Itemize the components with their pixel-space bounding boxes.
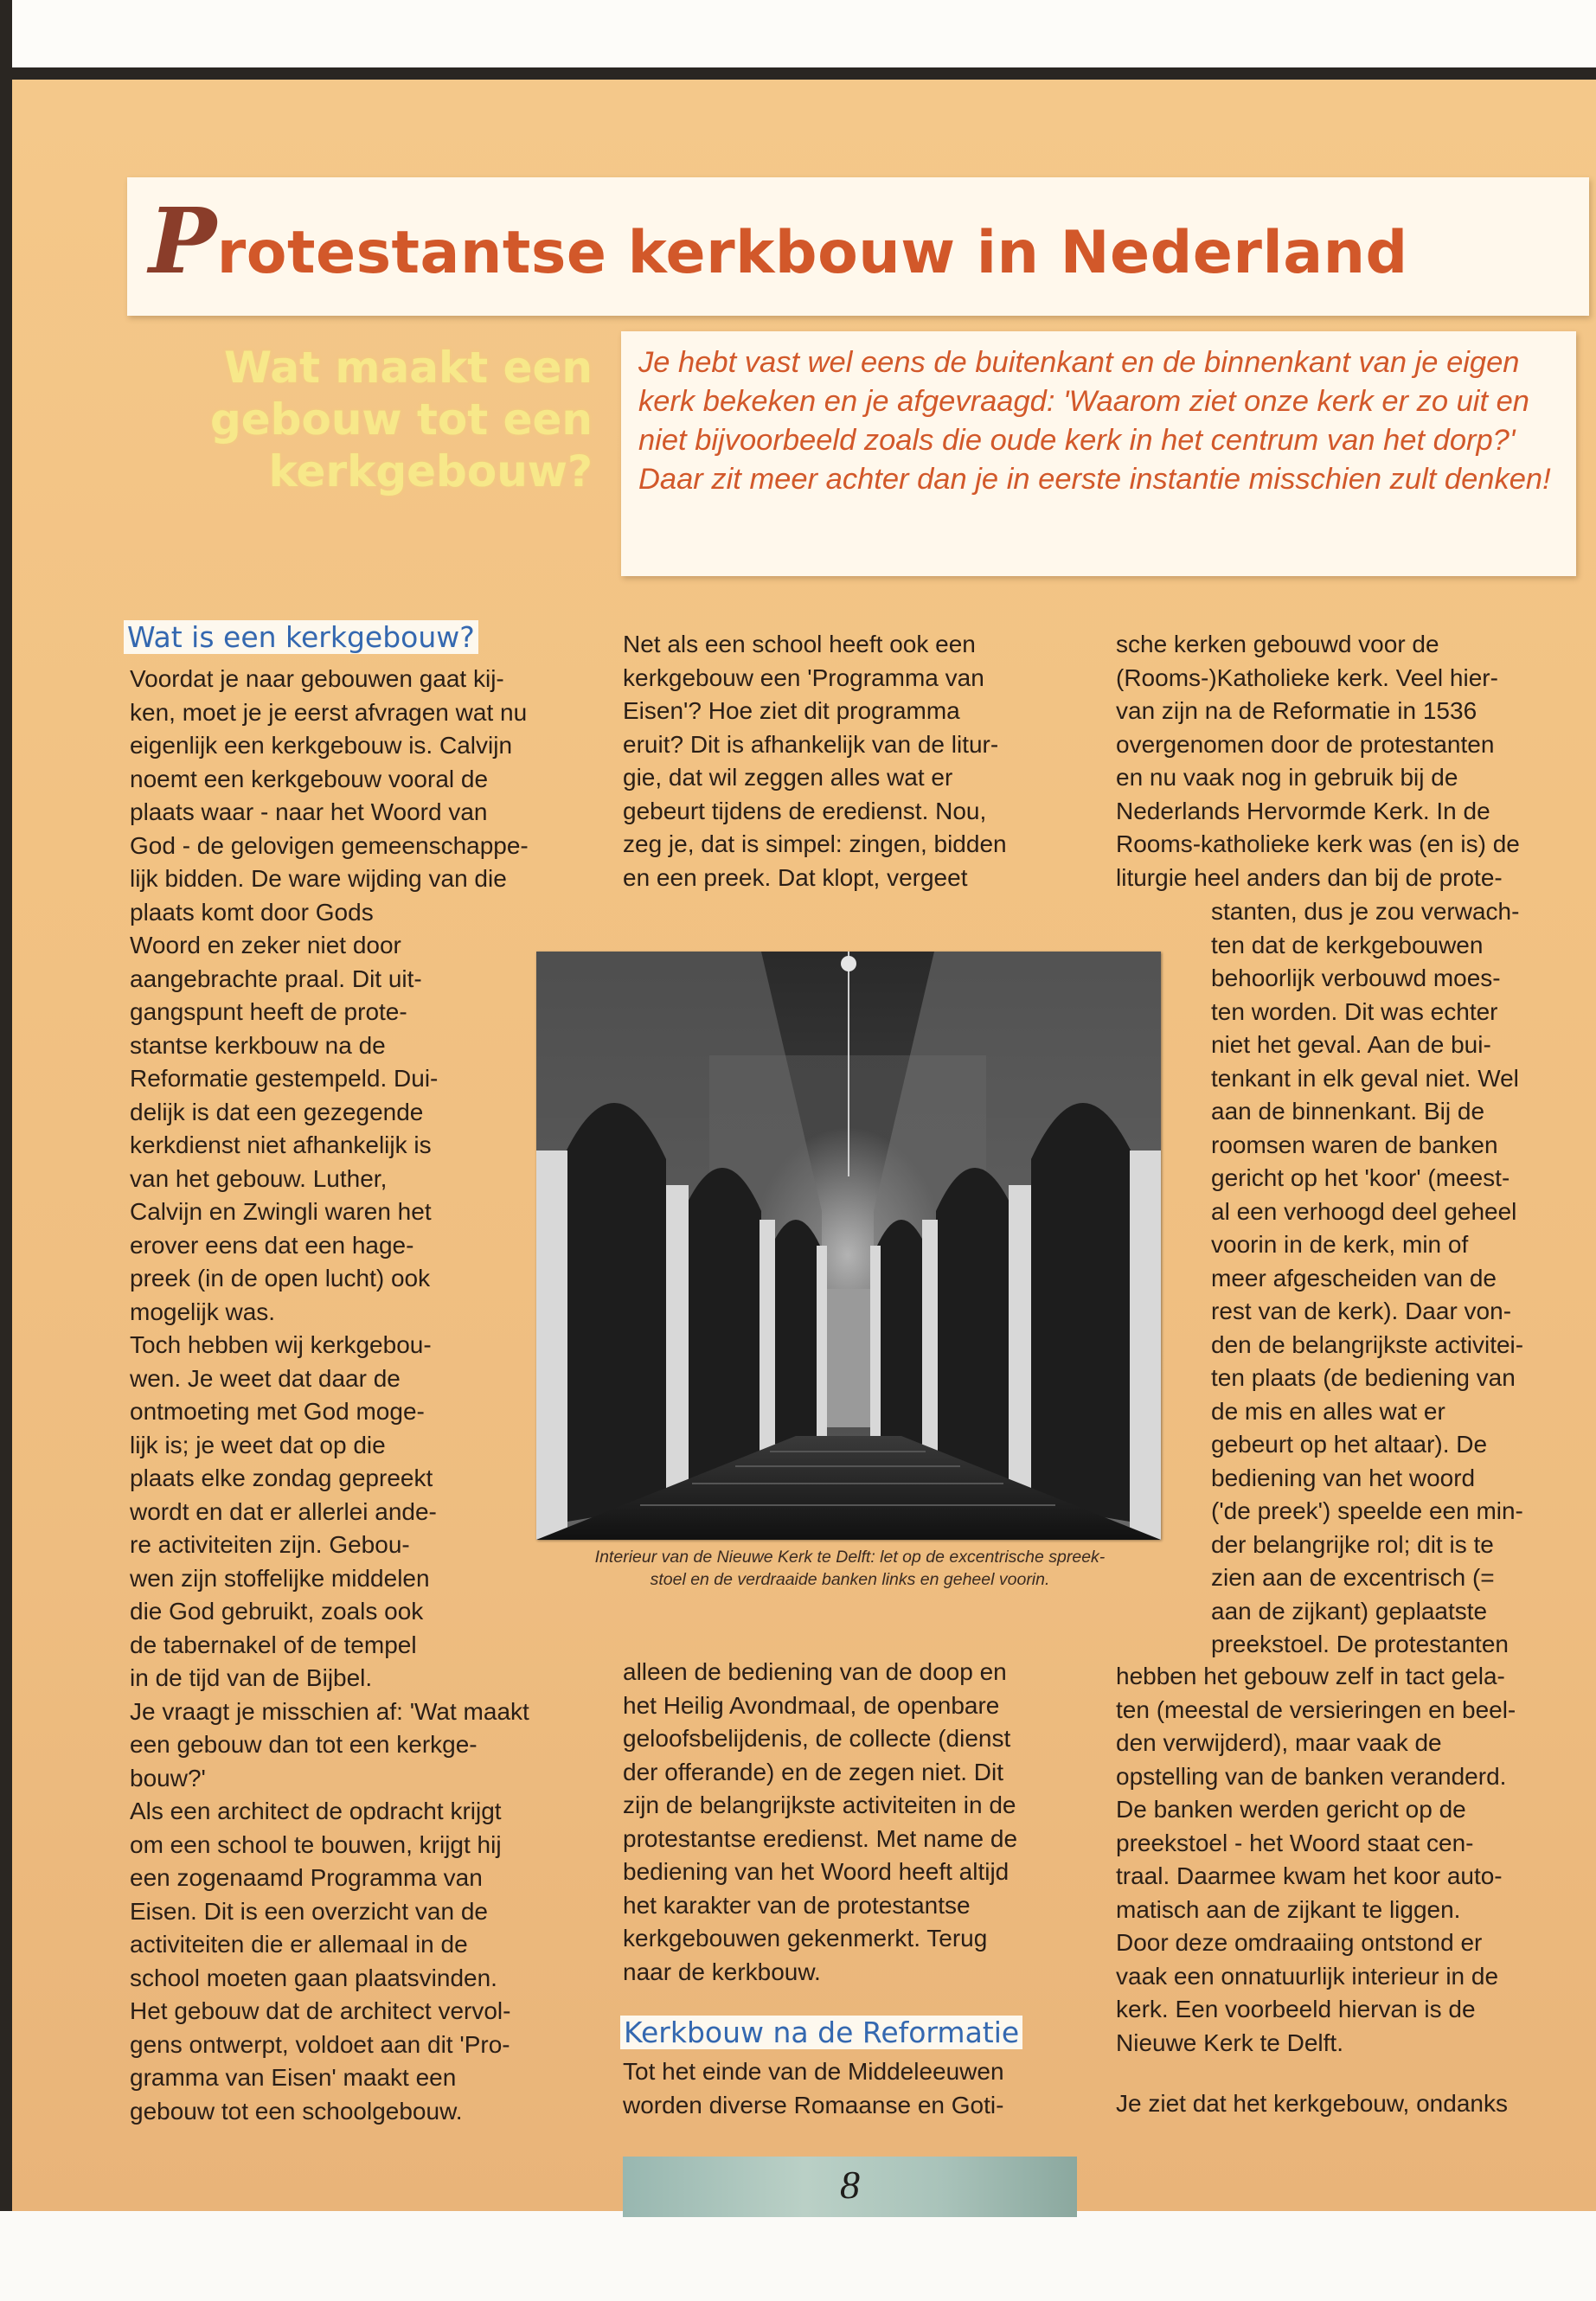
page-number: 8 bbox=[840, 2163, 860, 2207]
text-line: stantse kerkbouw na de bbox=[130, 1031, 386, 1059]
text-line: school moeten gaan plaatsvinden. bbox=[130, 1964, 497, 1991]
text-line: noemt een kerkgebouw vooral de bbox=[130, 765, 489, 792]
text-line: gebouw tot een schoolgebouw. bbox=[130, 2097, 463, 2125]
text-line: preekstoel - het Woord staat cen- bbox=[1116, 1829, 1474, 1856]
church-interior-photo bbox=[536, 952, 1161, 1540]
text-line: de tabernakel of de tempel bbox=[130, 1631, 417, 1658]
text-line: Woord en zeker niet door bbox=[130, 932, 401, 958]
text-line: eruit? Dit is afhankelijk van de litur- bbox=[623, 730, 999, 758]
text-line: gericht op het 'koor' (meest- bbox=[1211, 1164, 1510, 1191]
text-line: tenkant in elk geval niet. Wel bbox=[1211, 1064, 1519, 1092]
column-2-text-top bbox=[623, 628, 1007, 894]
text-line: bouw?' bbox=[130, 1764, 206, 1791]
title-initial: P bbox=[149, 188, 217, 294]
text-line: re activiteiten zijn. Gebou- bbox=[130, 1531, 410, 1558]
text-line: worden diverse Romaanse en Goti- bbox=[623, 2091, 1004, 2118]
text-line: bediening van het woord bbox=[1211, 1464, 1476, 1491]
page-number-box bbox=[623, 2157, 1077, 2217]
text-line: gie, dat wil zeggen alles wat er bbox=[623, 764, 953, 791]
caption-line: Interieur van de Nieuwe Kerk te Delft: let op de excentrische spreek- bbox=[594, 1548, 1106, 1567]
text-line: een gebouw dan tot een kerkge- bbox=[130, 1731, 478, 1758]
subtitle-line: kerkgebouw? bbox=[268, 446, 593, 497]
text-line: van het gebouw. Luther, bbox=[130, 1164, 388, 1192]
text-line: kerkdienst niet afhankelijk is bbox=[130, 1131, 432, 1158]
text-line: ten dat de kerkgebouwen bbox=[1211, 931, 1484, 958]
text-line: God - de gelovigen gemeenschappe- bbox=[130, 831, 529, 859]
text-line: die God gebruikt, zoals ook bbox=[130, 1598, 424, 1625]
column-3-text-side bbox=[1211, 895, 1523, 1662]
choir-window bbox=[827, 1289, 870, 1427]
text-line: Je vraagt je misschien af: 'Wat maakt bbox=[130, 1697, 529, 1725]
section-heading-reformatie: Kerkbouw na de Reformatie bbox=[620, 2016, 1022, 2049]
text-line: activiteiten die er allemaal in de bbox=[130, 1931, 468, 1958]
text-line: geloofsbelijdenis, de collecte (dienst bbox=[623, 1725, 1011, 1752]
text-line: mogelijk was. bbox=[130, 1298, 276, 1325]
text-line: Door deze omdraaiing ontstond er bbox=[1116, 1929, 1483, 1956]
column-2-text-end bbox=[623, 2055, 1004, 2122]
text-line: zien aan de excentrisch (= bbox=[1211, 1564, 1495, 1591]
text-line: ken, moet je je eerst afvragen wat nu bbox=[130, 698, 528, 726]
text-line: ontmoeting met God moge- bbox=[130, 1398, 425, 1425]
text-line: gangspunt heeft de prote- bbox=[130, 998, 407, 1025]
text-line: zijn de belangrijkste activiteiten in de bbox=[623, 1791, 1016, 1818]
text-line: liturgie heel anders dan bij de prote- bbox=[1116, 863, 1503, 891]
text-line: ten worden. Dit was echter bbox=[1211, 997, 1498, 1025]
text-line: zeg je, dat is simpel: zingen, bidden bbox=[623, 830, 1007, 857]
text-line: in de tijd van de Bijbel. bbox=[130, 1664, 373, 1691]
text-line: der belangrijke rol; dit is te bbox=[1211, 1530, 1494, 1558]
text-line: stanten, dus je zou verwach- bbox=[1211, 898, 1520, 925]
text-line: den de belangrijkste activitei- bbox=[1211, 1330, 1524, 1358]
text-line: Toch hebben wij kerkgebou- bbox=[130, 1331, 432, 1358]
column-3-text-bottom bbox=[1116, 1660, 1516, 2060]
text-line: delijk is dat een gezegende bbox=[130, 1098, 424, 1125]
text-line: Tot het einde van de Middeleeuwen bbox=[623, 2058, 1004, 2085]
text-line: eigenlijk een kerkgebouw is. Calvijn bbox=[130, 732, 513, 759]
text-line: naar de kerkbouw. bbox=[623, 1958, 821, 1985]
text-line: kerkgebouwen gekenmerkt. Terug bbox=[623, 1925, 988, 1952]
text-line: ten (meestal de versieringen en beel- bbox=[1116, 1695, 1516, 1723]
text-line: aan de zijkant) geplaatste bbox=[1211, 1597, 1488, 1625]
text-line: sche kerken gebouwd voor de bbox=[1116, 631, 1439, 657]
text-line: vaak een onnatuurlijk interieur in de bbox=[1116, 1962, 1499, 1990]
text-line: preekstoel. De protestanten bbox=[1211, 1631, 1509, 1657]
scan-edge-left bbox=[0, 0, 12, 2301]
text-line: ('de preek') speelde een min- bbox=[1211, 1497, 1523, 1524]
text-line: De banken werden gericht op de bbox=[1116, 1796, 1466, 1823]
text-line: preek (in de open lucht) ook bbox=[130, 1265, 431, 1292]
text-line: roomsen waren de banken bbox=[1211, 1131, 1498, 1158]
text-line: en een preek. Dat klopt, vergeet bbox=[623, 863, 968, 891]
text-line: Voordat je naar gebouwen gaat kij- bbox=[130, 665, 504, 692]
text-line: (Rooms-)Katholieke kerk. Veel hier- bbox=[1116, 663, 1498, 691]
text-line: alleen de bediening van de doop en bbox=[623, 1658, 1007, 1685]
text-line: het Heilig Avondmaal, de openbare bbox=[623, 1691, 1000, 1719]
intro-text: Je hebt vast wel eens de buitenkant en de binnenkant van je eigen kerk bekeken en je afgevraagd: 'Waarom ziet onze kerk er zo uit en niet bijvoorbeeld zoals die oude kerk in het centrum van het dorp?' Daar zit meer achter dan je in eerste instantie misschien zult denken! bbox=[638, 346, 1551, 496]
text-line: wen zijn stoffelijke middelen bbox=[130, 1564, 430, 1592]
text-line: lijk bidden. De ware wijding van die bbox=[130, 865, 507, 892]
title-text: rotestantse kerkbouw in Nederland bbox=[216, 219, 1408, 287]
text-line: kerk. Een voorbeeld hiervan is de bbox=[1116, 1996, 1476, 2022]
text-line: matisch aan de zijkant te liggen. bbox=[1116, 1895, 1461, 1923]
text-line: niet het geval. Aan de bui- bbox=[1211, 1031, 1491, 1058]
text-line: Eisen'? Hoe ziet dit programma bbox=[623, 697, 960, 724]
text-line: der offerande) en de zegen niet. Dit bbox=[623, 1758, 1004, 1785]
text-line: traal. Daarmee kwam het koor auto- bbox=[1116, 1862, 1503, 1889]
text-line: plaats komt door Gods bbox=[130, 898, 374, 926]
scan-edge-top bbox=[0, 67, 1596, 80]
chandelier bbox=[841, 956, 856, 971]
text-line: kerkgebouw een 'Programma van bbox=[623, 663, 984, 691]
text-line: plaats elke zondag gepreekt bbox=[130, 1465, 433, 1491]
column-1-text bbox=[130, 663, 529, 2128]
text-line: gens ontwerpt, voldoet aan dit 'Pro- bbox=[130, 2030, 510, 2058]
text-line: bediening van het Woord heeft altijd bbox=[623, 1858, 1010, 1885]
text-line: den verwijderd), maar vaak de bbox=[1116, 1729, 1442, 1756]
text-line: Als een architect de opdracht krijgt bbox=[130, 1798, 502, 1824]
caption-line: stoel en de verdraaide banken links en geheel voorin. bbox=[650, 1570, 1050, 1589]
text-line: ten plaats (de bediening van bbox=[1211, 1364, 1516, 1391]
text-line: Rooms-katholieke kerk was (en is) de bbox=[1116, 830, 1520, 857]
text-line: gebeurt tijdens de eredienst. Nou, bbox=[623, 797, 987, 824]
text-line: overgenomen door de protestanten bbox=[1116, 730, 1495, 758]
text-line: Net als een school heeft ook een bbox=[623, 631, 976, 657]
column-3-last-line bbox=[1116, 2087, 1508, 2121]
text-line: voorin in de kerk, min of bbox=[1211, 1231, 1469, 1258]
text-line: Reformatie gestempeld. Dui- bbox=[130, 1065, 439, 1092]
subtitle-line: Wat maakt een bbox=[224, 343, 593, 393]
text-line: de mis en alles wat er bbox=[1211, 1397, 1445, 1425]
text-line: al een verhoogd deel geheel bbox=[1211, 1197, 1517, 1225]
text-line: behoorlijk verbouwd moes- bbox=[1211, 965, 1501, 991]
column-3-text-top bbox=[1116, 628, 1520, 894]
text-line: Het gebouw dat de architect vervol- bbox=[130, 1997, 511, 2024]
text-line: wordt en dat er allerlei ande- bbox=[130, 1497, 437, 1525]
text-line: Je ziet dat het kerkgebouw, ondanks bbox=[1116, 2090, 1508, 2117]
text-line: plaats waar - naar het Woord van bbox=[130, 798, 488, 825]
page-title bbox=[149, 188, 1408, 294]
text-line: Calvijn en Zwingli waren het bbox=[130, 1198, 432, 1225]
text-line: hebben het gebouw zelf in tact gela- bbox=[1116, 1663, 1505, 1689]
text-line: erover eens dat een hage- bbox=[130, 1231, 414, 1259]
intro-box bbox=[621, 331, 1576, 576]
text-line: wen. Je weet dat daar de bbox=[130, 1364, 401, 1392]
text-line: aangebrachte praal. Dit uit- bbox=[130, 965, 422, 992]
scan-margin-bottom bbox=[0, 2211, 1596, 2301]
text-line: en nu vaak nog in gebruik bij de bbox=[1116, 764, 1458, 791]
title-banner bbox=[127, 177, 1589, 316]
text-line: protestantse eredienst. Met name de bbox=[623, 1824, 1018, 1852]
text-line: van zijn na de Reformatie in 1536 bbox=[1116, 697, 1477, 724]
text-line: opstelling van de banken veranderd. bbox=[1116, 1762, 1507, 1790]
section-heading-kerkgebouw: Wat is een kerkgebouw? bbox=[124, 620, 478, 654]
photo-caption bbox=[532, 1546, 1168, 1591]
text-line: Nieuwe Kerk te Delft. bbox=[1116, 2029, 1343, 2056]
text-line: lijk is; je weet dat op die bbox=[130, 1431, 386, 1458]
text-line: om een school te bouwen, krijgt hij bbox=[130, 1830, 502, 1858]
text-line: gebeurt op het altaar). De bbox=[1211, 1431, 1488, 1458]
subtitle bbox=[151, 342, 593, 497]
text-line: het karakter van de protestantse bbox=[623, 1891, 971, 1919]
text-line: aan de binnenkant. Bij de bbox=[1211, 1098, 1485, 1125]
church-interior-illustration bbox=[536, 952, 1161, 1540]
text-line: gramma van Eisen' maakt een bbox=[130, 2064, 457, 2091]
text-line: een zogenaamd Programma van bbox=[130, 1864, 483, 1891]
text-line: rest van de kerk). Daar von- bbox=[1211, 1298, 1512, 1324]
subtitle-line: gebouw tot een bbox=[209, 394, 593, 445]
text-line: meer afgescheiden van de bbox=[1211, 1264, 1497, 1292]
column-2-text-bottom bbox=[623, 1656, 1017, 1989]
text-line: Nederlands Hervormde Kerk. In de bbox=[1116, 797, 1490, 824]
text-line: Eisen. Dit is een overzicht van de bbox=[130, 1897, 488, 1925]
